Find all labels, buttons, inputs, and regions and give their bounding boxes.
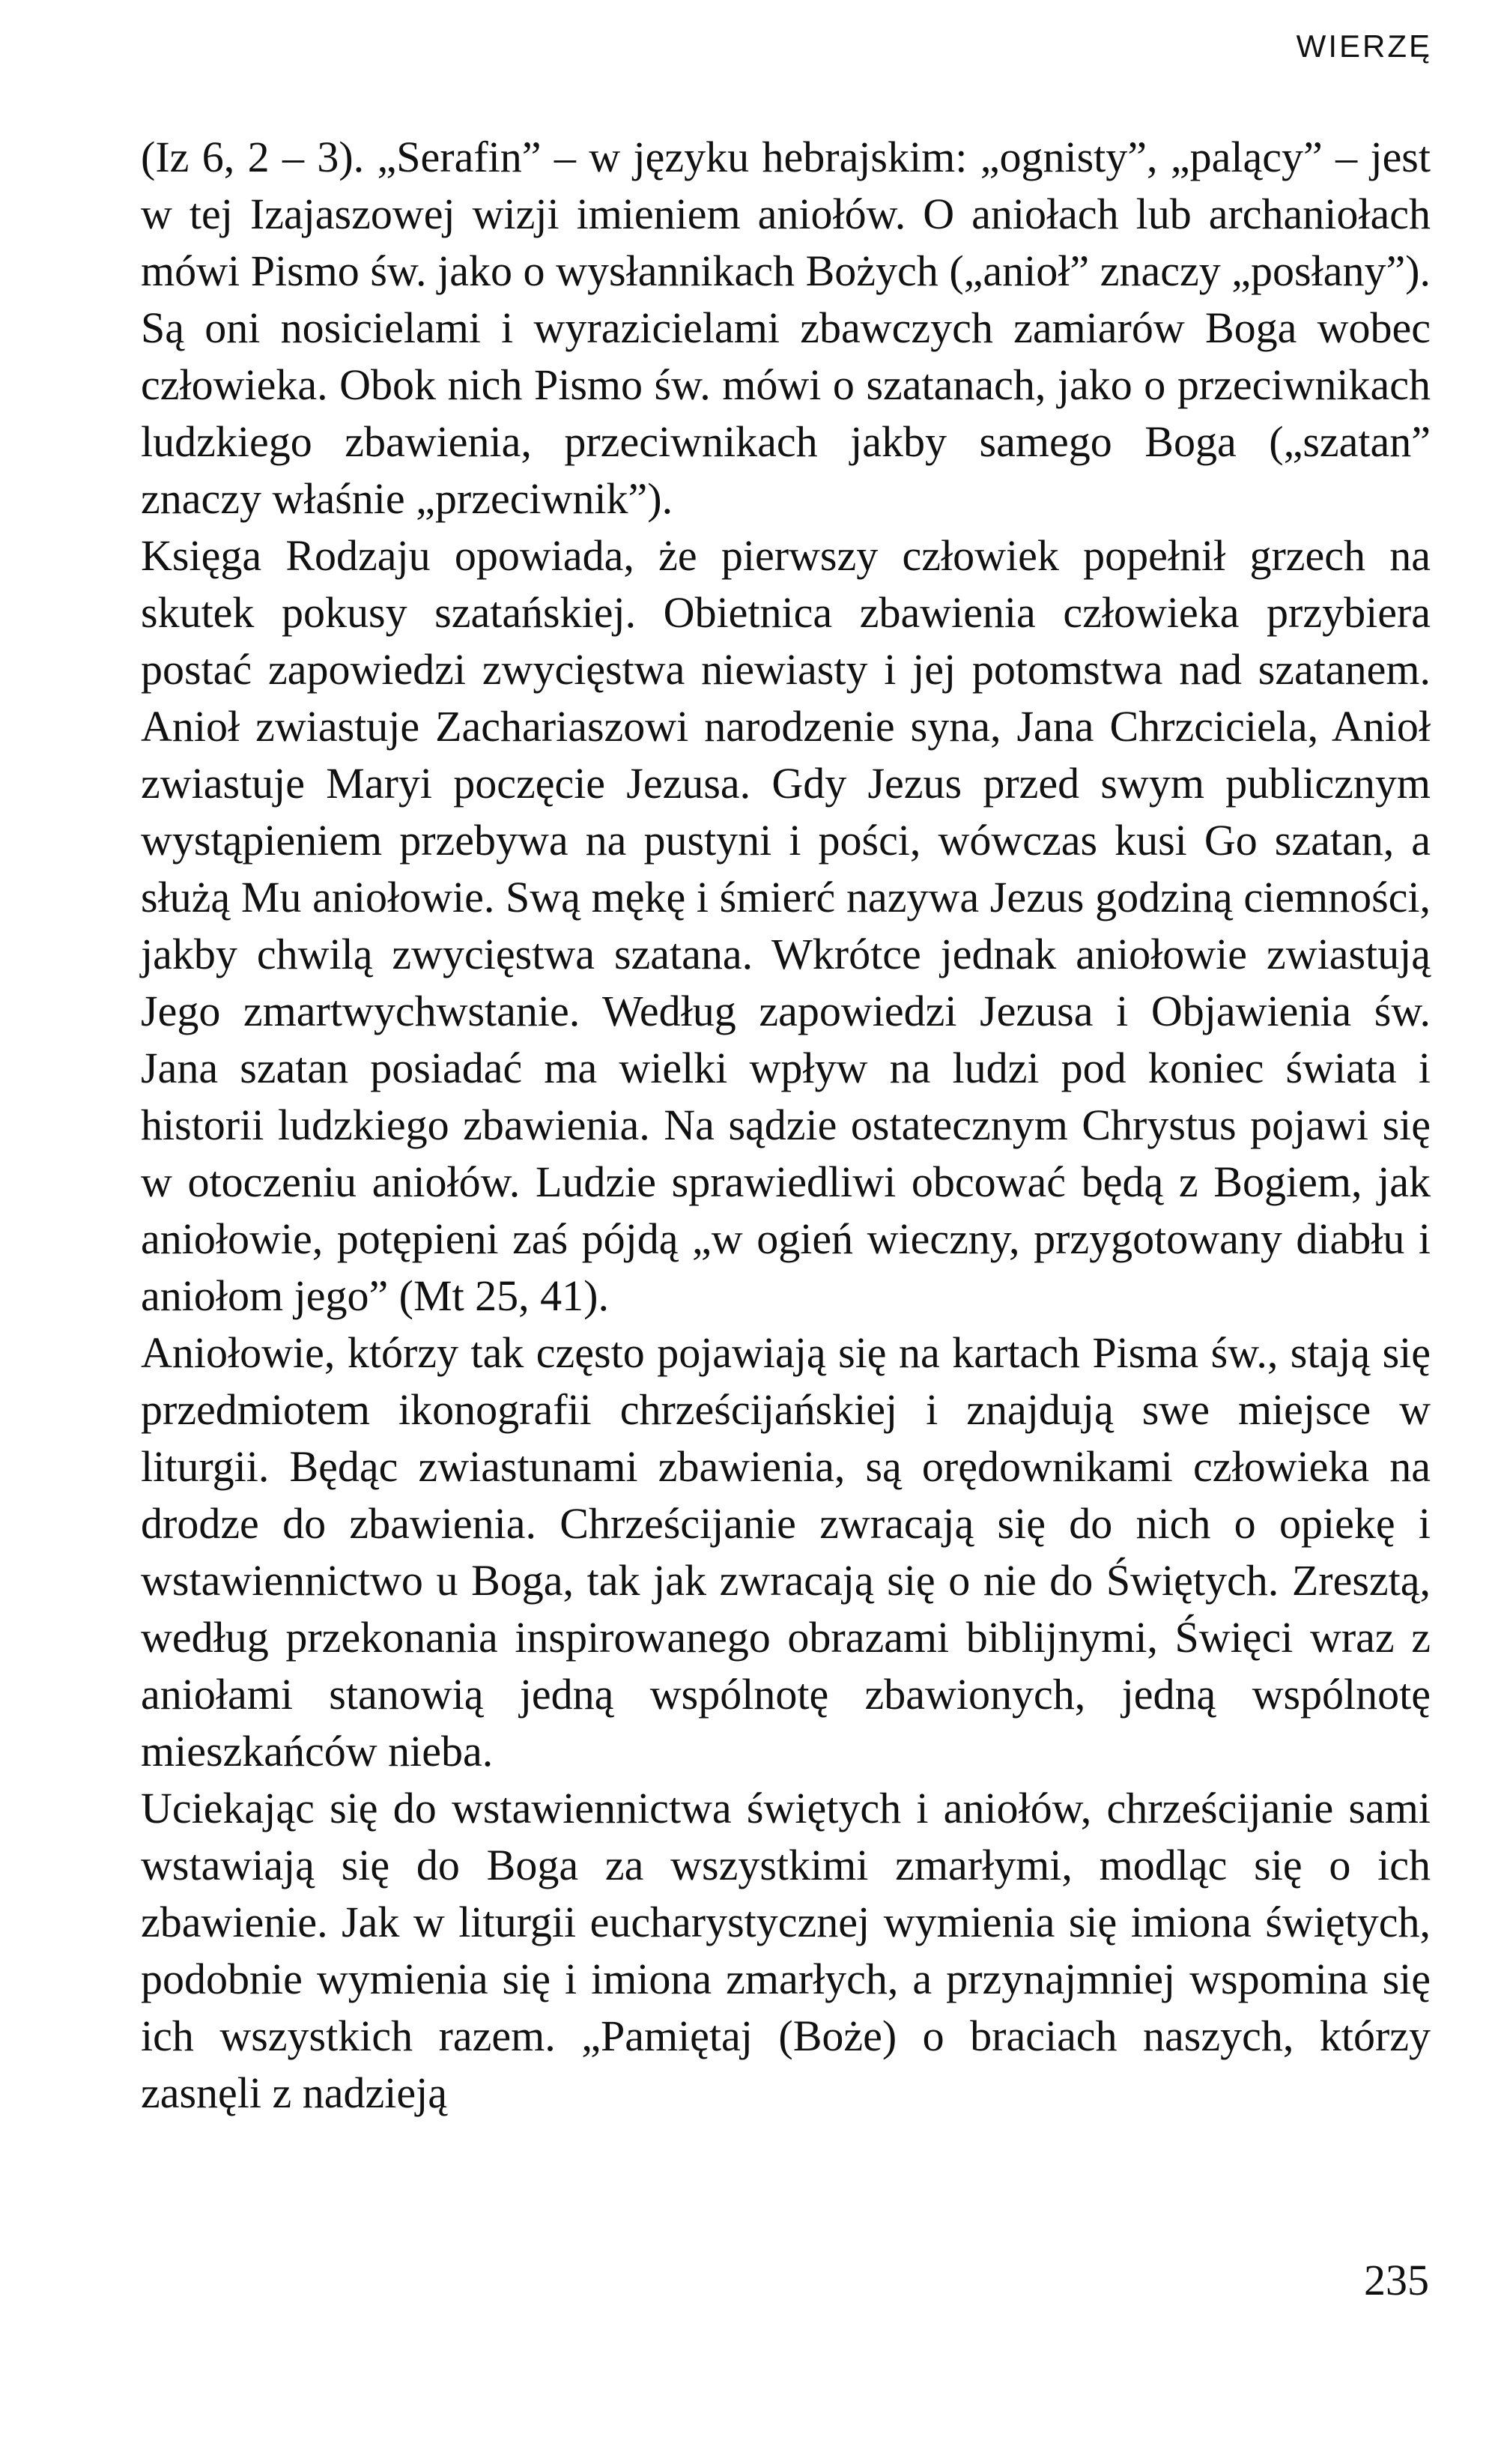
text-block: [141, 129, 1431, 2122]
paragraph-3: Aniołowie, którzy tak często pojawiają się na kartach Pisma św., stają się przedmiotem ikonografii chrześcijańskiej i znajdują swe miejsce w liturgii. Będąc zwiastunami zbawienia, są orędownikami człowieka na drodze do zbawienia. Chrześcijanie zwracają się do nich o opiekę i wstawiennictwo u Boga, tak jak zwracają się o nie do Świętych. Zresztą, według przekonania inspirowanego obrazami biblijnymi, Święci wraz z aniołami stanowią jedną wspólnotę zbawionych, jedną wspólnotę mieszkańców nieba.: [141, 1328, 1431, 1776]
paragraph-4: Uciekając się do wstawiennictwa świętych i aniołów, chrześcijanie sami wstawiają się do Boga za wszystkimi zmarłymi, modląc się o ich zbawienie. Jak w liturgii eucharystycznej wymienia się imiona świętych, podobnie wymienia się i imiona zmarłych, a przynajmniej wspomina się ich wszystkich razem. „Pamiętaj (Boże) o braciach naszych, którzy zasnęli z nadzieją: [141, 1784, 1431, 2117]
running-head: WIERZĘ: [1296, 28, 1432, 64]
paragraph-2: Księga Rodzaju opowiada, że pierwszy człowiek popełnił grzech na skutek pokusy szatańskiej. Obietnica zbawienia człowieka przybiera postać zapowiedzi zwycięstwa niewiasty i jej potomstwa nad szatanem. Anioł zwiastuje Zachariaszowi narodzenie syna, Jana Chrzciciela, Anioł zwiastuje Maryi poczęcie Jezusa. Gdy Jezus przed swym publicznym wystąpieniem przebywa na pustyni i pości, wówczas kusi Go szatan, a służą Mu aniołowie. Swą mękę i śmierć nazywa Jezus godziną ciemności, jakby chwilą zwycięstwa szatana. Wkrótce jednak aniołowie zwiastują Jego zmartwychwstanie. Według zapowiedzi Jezusa i Objawienia św. Jana szatan posiadać ma wielki wpływ na ludzi pod koniec świata i historii ludzkiego zbawienia. Na sądzie ostatecznym Chrystus pojawi się w otoczeniu aniołów. Ludzie sprawiedliwi obcować będą z Bogiem, jak aniołowie, potępieni zaś pójdą „w ogień wieczny, przygotowany diabłu i aniołom jego” (Mt 25, 41).: [141, 531, 1431, 1320]
paragraph-1: (Iz 6, 2 – 3). „Serafin” – w języku hebrajskim: „ognisty”, „palący” – jest w tej Izajaszowej wizji imieniem aniołów. O aniołach lub archaniołach mówi Pismo św. jako o wysłannikach Bożych („anioł” znaczy „posłany”). Są oni nosicielami i wyrazicielami zbawczych zamiarów Boga wobec człowieka. Obok nich Pismo św. mówi o szatanach, jako o przeciwnikach ludzkiego zbawienia, przeciwnikach jakby samego Boga („szatan” znaczy właśnie „przeciwnik”).: [141, 133, 1431, 523]
page-number: 235: [1364, 2256, 1429, 2304]
